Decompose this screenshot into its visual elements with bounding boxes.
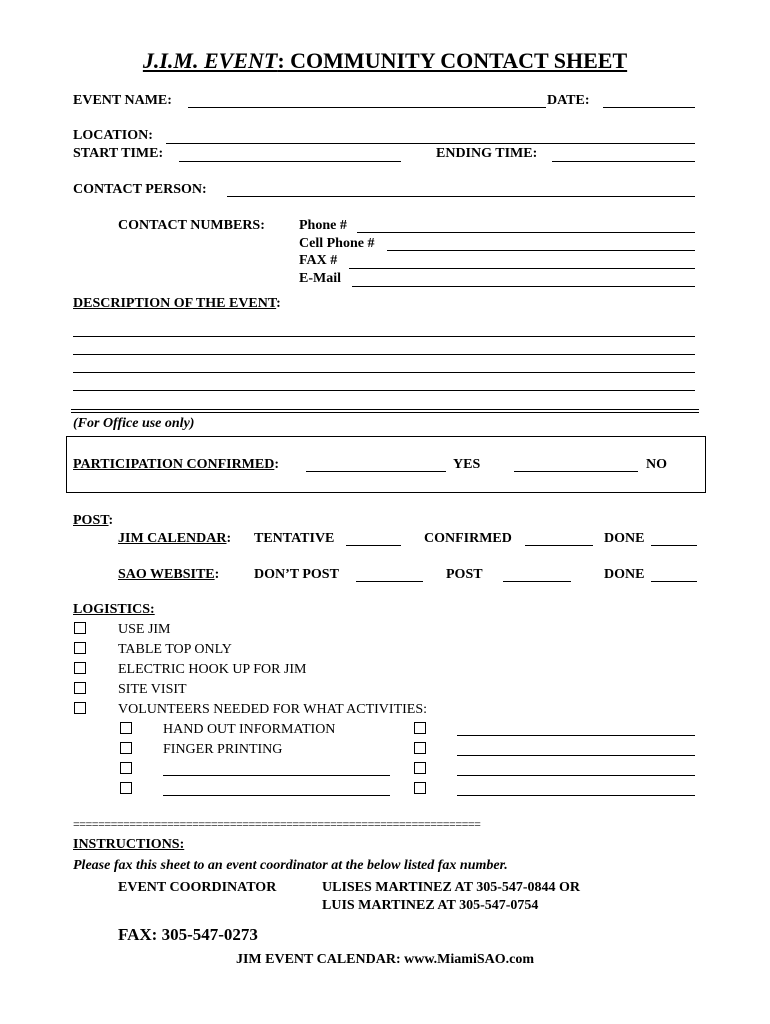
calendar-done-label: DONE [604,531,645,546]
logistics-item: TABLE TOP ONLY [118,642,232,657]
post-option-field[interactable] [503,581,571,582]
activity-checkbox[interactable] [414,722,426,734]
page-title [0,50,770,72]
jim-calendar-label: JIM CALENDAR: [118,531,232,546]
website-done-label: DONE [604,567,645,582]
activity-checkbox[interactable] [120,782,132,794]
use-jim-checkbox[interactable] [74,622,86,634]
activity-field[interactable] [457,735,695,736]
activity-field[interactable] [163,775,390,776]
participation-no-field[interactable] [514,471,638,472]
site-visit-checkbox[interactable] [74,682,86,694]
office-divider [71,412,699,413]
logistics-item: ELECTRIC HOOK UP FOR JIM [118,662,307,677]
description-label: DESCRIPTION OF THE EVENT: [73,296,281,311]
volunteers-checkbox[interactable] [74,702,86,714]
office-use-note: (For Office use only) [73,416,195,431]
post-option-label: POST [446,567,483,582]
contact-person-field[interactable] [227,196,695,197]
description-line[interactable] [73,336,695,337]
cell-phone-field[interactable] [387,250,695,251]
activity-field[interactable] [163,795,390,796]
title-rest: : COMMUNITY CONTACT SHEET [277,48,628,73]
cell-phone-label: Cell Phone # [299,236,375,251]
participation-confirmed-label: PARTICIPATION CONFIRMED: [73,457,280,472]
activity-item: FINGER PRINTING [163,742,283,757]
yes-label: YES [453,457,481,472]
tentative-field[interactable] [346,545,401,546]
start-time-field[interactable] [179,161,401,162]
confirmed-label: CONFIRMED [424,531,512,546]
contact-numbers-label: CONTACT NUMBERS: [118,218,265,233]
fax-number: FAX: 305-547-0273 [118,925,258,944]
table-top-checkbox[interactable] [74,642,86,654]
coordinator-line-2: LUIS MARTINEZ AT 305-547-0754 [322,898,539,913]
logistics-item: USE JIM [118,622,171,637]
electric-hookup-checkbox[interactable] [74,662,86,674]
calendar-done-field[interactable] [651,545,697,546]
title-italic: J.I.M. EVENT [142,48,278,73]
separator-line: ================================================================= [73,818,481,830]
dont-post-label: DON’T POST [254,567,339,582]
ending-time-field[interactable] [552,161,695,162]
dont-post-field[interactable] [356,581,423,582]
activity-checkbox[interactable] [120,762,132,774]
activity-item: HAND OUT INFORMATION [163,722,336,737]
fax-field[interactable] [349,268,695,269]
activity-field[interactable] [457,755,695,756]
confirmed-field[interactable] [525,545,593,546]
website-done-field[interactable] [651,581,697,582]
event-name-label: EVENT NAME: [73,93,172,108]
tentative-label: TENTATIVE [254,531,335,546]
event-coordinator-label: EVENT COORDINATOR [118,880,277,895]
hand-out-checkbox[interactable] [120,722,132,734]
activity-checkbox[interactable] [414,762,426,774]
logistics-item: VOLUNTEERS NEEDED FOR WHAT ACTIVITIES: [118,702,428,717]
start-time-label: START TIME: [73,146,164,161]
sao-website-label: SAO WEBSITE: [118,567,220,582]
post-label: POST: [73,513,114,528]
email-label: E-Mail [299,271,341,286]
participation-yes-field[interactable] [306,471,446,472]
activity-field[interactable] [457,775,695,776]
phone-label: Phone # [299,218,347,233]
instructions-text: Please fax this sheet to an event coordinator at the below listed fax number. [73,858,508,873]
instructions-label: INSTRUCTIONS: [73,837,185,852]
description-line[interactable] [73,354,695,355]
ending-time-label: ENDING TIME: [436,146,538,161]
office-divider [71,409,699,410]
logistics-label: LOGISTICS: [73,602,155,617]
contact-person-label: CONTACT PERSON: [73,182,207,197]
event-name-field[interactable] [188,107,546,108]
finger-printing-checkbox[interactable] [120,742,132,754]
description-line[interactable] [73,390,695,391]
logistics-item: SITE VISIT [118,682,187,697]
activity-field[interactable] [457,795,695,796]
location-label: LOCATION: [73,128,153,143]
fax-label: FAX # [299,253,338,268]
event-calendar-website: JIM EVENT CALENDAR: www.MiamiSAO.com [235,952,535,967]
activity-checkbox[interactable] [414,742,426,754]
coordinator-line-1: ULISES MARTINEZ AT 305-547-0844 OR [322,880,581,895]
activity-checkbox[interactable] [414,782,426,794]
location-field[interactable] [166,143,695,144]
date-label: DATE: [547,93,590,108]
email-field[interactable] [352,286,695,287]
date-field[interactable] [603,107,695,108]
description-line[interactable] [73,372,695,373]
no-label: NO [646,457,667,472]
phone-field[interactable] [357,232,695,233]
